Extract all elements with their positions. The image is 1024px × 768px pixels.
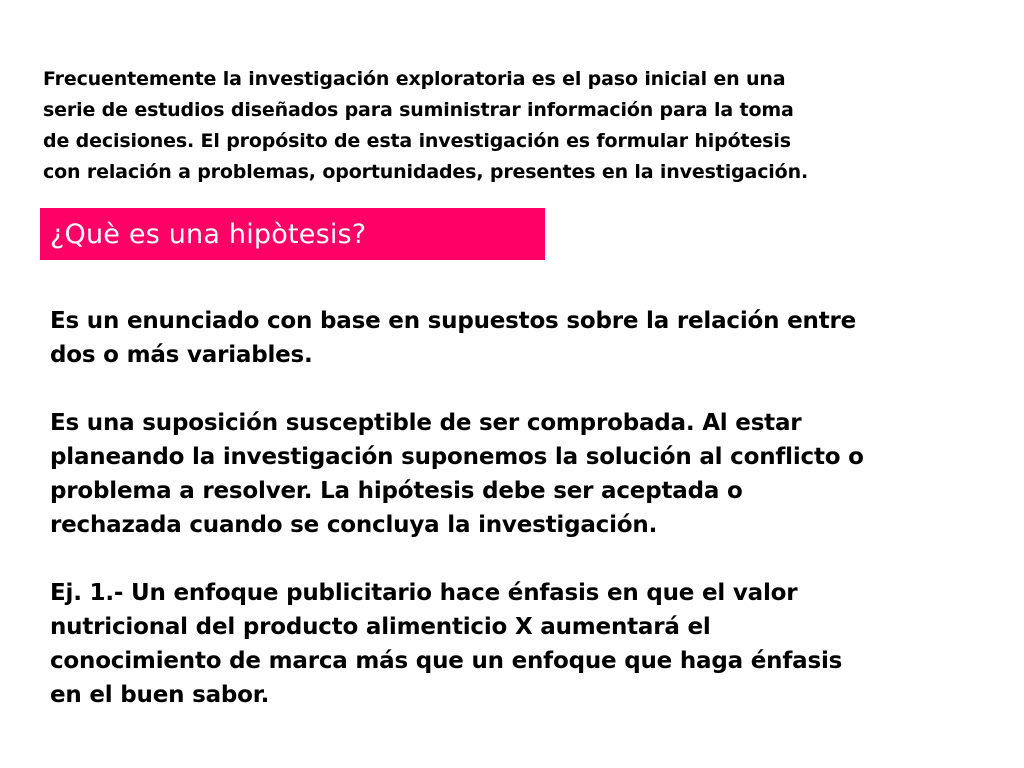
question-heading-box xyxy=(40,208,545,260)
definition-paragraph: Es un enunciado con base en supuestos sobre la relación entre dos o más variables. xyxy=(50,308,857,368)
question-heading: ¿Què es una hipòtesis? xyxy=(50,218,367,250)
example-paragraph: Ej. 1.- Un enfoque publicitario hace énfasis en que el valor nutricional del producto alimenticio X aumentará el conocimiento de marca más que un enfoque que haga énfasis en el buen sabor. xyxy=(50,580,843,708)
intro-paragraph: Frecuentemente la investigación exploratoria es el paso inicial en una serie de estudios diseñados para suministrar información para la toma de decisiones. El propósito de esta investigación es formular hipótesis con relación a problemas, oportunidades, presentes en la investigación. xyxy=(43,68,809,183)
explanation-paragraph: Es una suposición susceptible de ser comprobada. Al estar planeando la investigación suponemos la solución al conflicto o problema a resolver. La hipótesis debe ser aceptada o rechazada cuando se concluya la investigación. xyxy=(50,410,864,538)
body-content xyxy=(50,304,1010,712)
